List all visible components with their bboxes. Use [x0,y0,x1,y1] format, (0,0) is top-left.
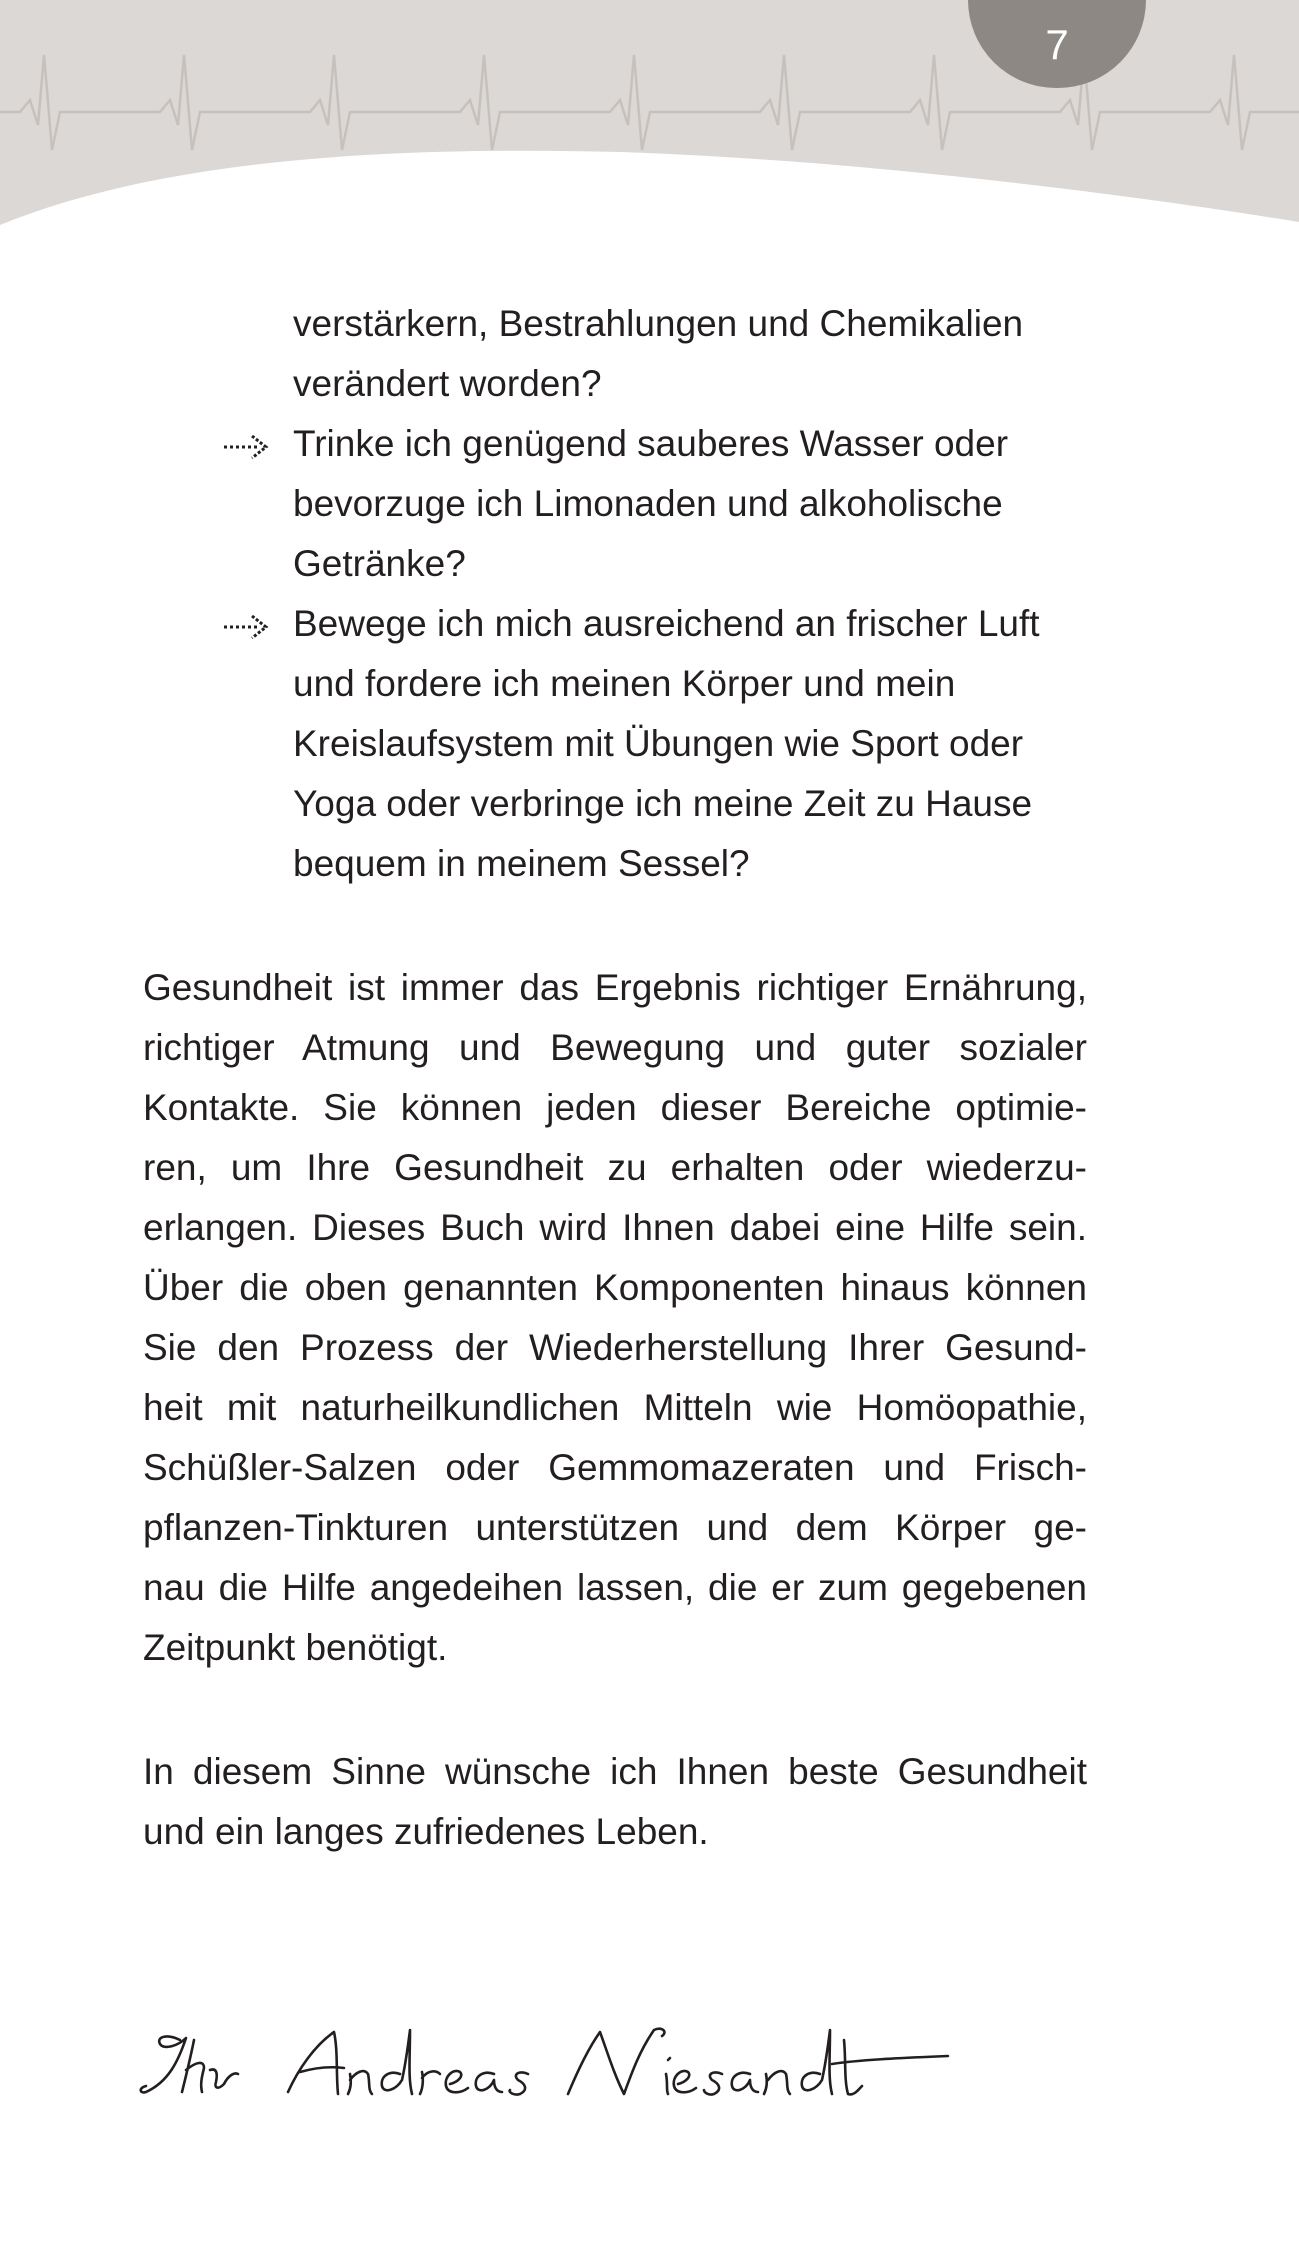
text-line: verändert worden? [293,363,602,404]
text-line: Kreislaufsystem mit Übungen wie Sport oder [293,723,1024,764]
text-line: verstärkern, Bestrahlungen und Chemikalien [293,303,1024,344]
handwritten-signature [138,2010,978,2120]
text-line: pflanzen-Tinkturen unterstützen und dem Körper ge- [143,1507,1087,1548]
body-paragraph [143,1742,1087,1862]
text-line: Schüßler-Salzen oder Gemmomazeraten und Frisch- [143,1447,1087,1488]
page-number: 7 [1045,21,1069,68]
text-line: nau die Hilfe angedeihen lassen, die er zum gegebenen [143,1567,1087,1608]
text-line: In diesem Sinne wünsche ich Ihnen beste Gesundheit [143,1751,1087,1792]
text-line: Trinke ich genügend sauberes Wasser oder [293,423,1009,464]
text-line: Zeitpunkt benötigt. [143,1627,448,1668]
dotted-arrow-icon [222,432,272,462]
text-line: bequem in meinem Sessel? [293,843,750,884]
body-paragraph [143,958,1087,1678]
text-line: Gesundheit ist immer das Ergebnis richtiger Ernährung, [143,967,1087,1008]
list-item [293,294,1113,414]
text-line: Bewege ich mich ausreichend an frischer Luft [293,603,1040,644]
text-line: Sie den Prozess der Wiederherstellung Ihrer Gesund- [143,1327,1087,1368]
page-header-band [0,0,1299,240]
text-line: heit mit naturheilkundlichen Mitteln wie Homöopathie, [143,1387,1087,1428]
text-line: erlangen. Dieses Buch wird Ihnen dabei eine Hilfe sein. [143,1207,1087,1248]
list-item [293,594,1113,894]
dotted-arrow-icon [222,612,272,642]
text-line: bevorzuge ich Limonaden und alkoholische [293,483,1003,524]
text-line: Über die oben genannten Komponenten hinaus können [143,1267,1087,1308]
text-line: Kontakte. Sie können jeden dieser Bereiche optimie- [143,1087,1087,1128]
text-line: und fordere ich meinen Körper und mein [293,663,956,704]
text-line: Yoga oder verbringe ich meine Zeit zu Hause [293,783,1033,824]
list-item [293,414,1113,594]
text-line: richtiger Atmung und Bewegung und guter sozialer [143,1027,1087,1068]
text-line: ren, um Ihre Gesundheit zu erhalten oder wiederzu- [143,1147,1087,1188]
text-line: Getränke? [293,543,466,584]
text-line: und ein langes zufriedenes Leben. [143,1811,709,1852]
